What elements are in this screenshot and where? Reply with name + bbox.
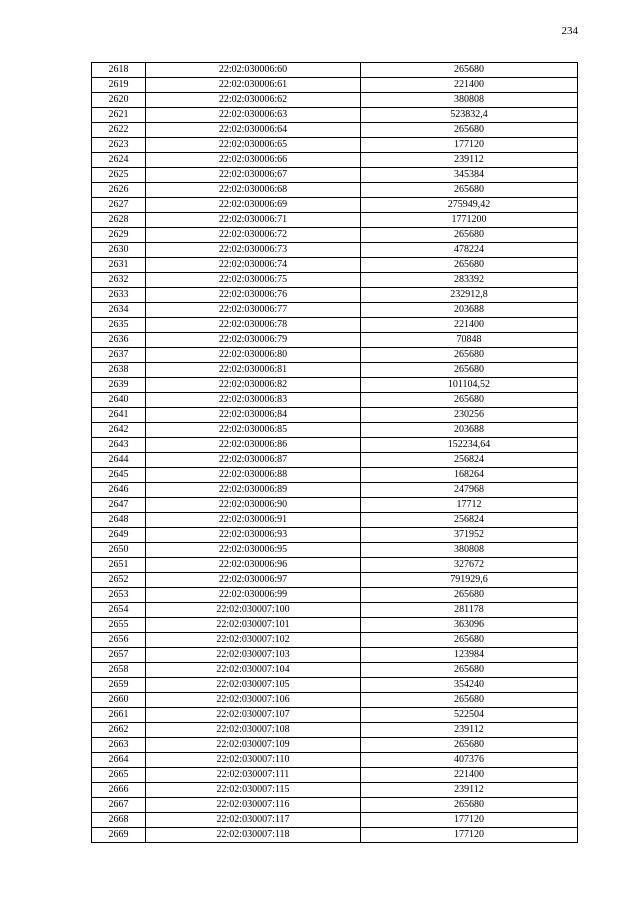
table-row bbox=[92, 678, 578, 693]
cadastral-number-cell: 22:02:030007:102 bbox=[146, 633, 361, 648]
cadastral-number-cell: 22:02:030006:73 bbox=[146, 243, 361, 258]
row-number-cell: 2642 bbox=[92, 423, 146, 438]
cadastral-number-cell: 22:02:030007:106 bbox=[146, 693, 361, 708]
table-row bbox=[92, 228, 578, 243]
table-row bbox=[92, 483, 578, 498]
table-row bbox=[92, 258, 578, 273]
table-row bbox=[92, 438, 578, 453]
row-number-cell: 2649 bbox=[92, 528, 146, 543]
value-cell: 327672 bbox=[361, 558, 578, 573]
row-number-cell: 2622 bbox=[92, 123, 146, 138]
cadastral-number-cell: 22:02:030006:93 bbox=[146, 528, 361, 543]
row-number-cell: 2633 bbox=[92, 288, 146, 303]
row-number-cell: 2619 bbox=[92, 78, 146, 93]
value-cell: 221400 bbox=[361, 78, 578, 93]
row-number-cell: 2664 bbox=[92, 753, 146, 768]
value-cell: 221400 bbox=[361, 768, 578, 783]
value-cell: 203688 bbox=[361, 423, 578, 438]
row-number-cell: 2634 bbox=[92, 303, 146, 318]
table-row bbox=[92, 63, 578, 78]
table-row bbox=[92, 93, 578, 108]
cadastral-number-cell: 22:02:030006:68 bbox=[146, 183, 361, 198]
table-row bbox=[92, 753, 578, 768]
table-row bbox=[92, 273, 578, 288]
cadastral-number-cell: 22:02:030006:71 bbox=[146, 213, 361, 228]
value-cell: 123984 bbox=[361, 648, 578, 663]
cadastral-number-cell: 22:02:030006:82 bbox=[146, 378, 361, 393]
table-row bbox=[92, 243, 578, 258]
row-number-cell: 2653 bbox=[92, 588, 146, 603]
row-number-cell: 2630 bbox=[92, 243, 146, 258]
value-cell: 230256 bbox=[361, 408, 578, 423]
table-row bbox=[92, 378, 578, 393]
value-cell: 265680 bbox=[361, 633, 578, 648]
row-number-cell: 2631 bbox=[92, 258, 146, 273]
value-cell: 522504 bbox=[361, 708, 578, 723]
table-row bbox=[92, 333, 578, 348]
table-row bbox=[92, 348, 578, 363]
value-cell: 70848 bbox=[361, 333, 578, 348]
value-cell: 101104,52 bbox=[361, 378, 578, 393]
cadastral-number-cell: 22:02:030006:86 bbox=[146, 438, 361, 453]
row-number-cell: 2637 bbox=[92, 348, 146, 363]
table-row bbox=[92, 573, 578, 588]
value-cell: 203688 bbox=[361, 303, 578, 318]
cadastral-number-cell: 22:02:030006:79 bbox=[146, 333, 361, 348]
value-cell: 380808 bbox=[361, 93, 578, 108]
table-row bbox=[92, 588, 578, 603]
page-number: 234 bbox=[561, 25, 578, 37]
value-cell: 265680 bbox=[361, 693, 578, 708]
row-number-cell: 2662 bbox=[92, 723, 146, 738]
cadastral-number-cell: 22:02:030006:90 bbox=[146, 498, 361, 513]
cadastral-number-cell: 22:02:030006:96 bbox=[146, 558, 361, 573]
row-number-cell: 2661 bbox=[92, 708, 146, 723]
cadastral-number-cell: 22:02:030007:108 bbox=[146, 723, 361, 738]
value-cell: 345384 bbox=[361, 168, 578, 183]
table-row bbox=[92, 183, 578, 198]
value-cell: 256824 bbox=[361, 513, 578, 528]
value-cell: 407376 bbox=[361, 753, 578, 768]
value-cell: 281178 bbox=[361, 603, 578, 618]
row-number-cell: 2652 bbox=[92, 573, 146, 588]
table-row bbox=[92, 108, 578, 123]
cadastral-number-cell: 22:02:030007:111 bbox=[146, 768, 361, 783]
cadastral-number-cell: 22:02:030007:101 bbox=[146, 618, 361, 633]
cadastral-number-cell: 22:02:030006:74 bbox=[146, 258, 361, 273]
value-cell: 265680 bbox=[361, 123, 578, 138]
table-row bbox=[92, 738, 578, 753]
table-row bbox=[92, 693, 578, 708]
cadastral-number-cell: 22:02:030006:87 bbox=[146, 453, 361, 468]
row-number-cell: 2660 bbox=[92, 693, 146, 708]
table-row bbox=[92, 498, 578, 513]
table-row bbox=[92, 513, 578, 528]
row-number-cell: 2618 bbox=[92, 63, 146, 78]
row-number-cell: 2650 bbox=[92, 543, 146, 558]
table-row bbox=[92, 708, 578, 723]
value-cell: 265680 bbox=[361, 663, 578, 678]
row-number-cell: 2629 bbox=[92, 228, 146, 243]
row-number-cell: 2627 bbox=[92, 198, 146, 213]
row-number-cell: 2638 bbox=[92, 363, 146, 378]
value-cell: 17712 bbox=[361, 498, 578, 513]
row-number-cell: 2641 bbox=[92, 408, 146, 423]
cadastral-number-cell: 22:02:030007:117 bbox=[146, 813, 361, 828]
value-cell: 265680 bbox=[361, 363, 578, 378]
table-row bbox=[92, 303, 578, 318]
value-cell: 177120 bbox=[361, 138, 578, 153]
cadastral-number-cell: 22:02:030006:66 bbox=[146, 153, 361, 168]
value-cell: 265680 bbox=[361, 63, 578, 78]
row-number-cell: 2620 bbox=[92, 93, 146, 108]
row-number-cell: 2656 bbox=[92, 633, 146, 648]
value-cell: 265680 bbox=[361, 588, 578, 603]
cadastral-number-cell: 22:02:030007:103 bbox=[146, 648, 361, 663]
value-cell: 239112 bbox=[361, 153, 578, 168]
value-cell: 265680 bbox=[361, 183, 578, 198]
table-row bbox=[92, 138, 578, 153]
table-row bbox=[92, 153, 578, 168]
cadastral-number-cell: 22:02:030006:69 bbox=[146, 198, 361, 213]
cadastral-number-cell: 22:02:030007:110 bbox=[146, 753, 361, 768]
table-row bbox=[92, 603, 578, 618]
cadastral-number-cell: 22:02:030006:61 bbox=[146, 78, 361, 93]
row-number-cell: 2643 bbox=[92, 438, 146, 453]
row-number-cell: 2646 bbox=[92, 483, 146, 498]
row-number-cell: 2621 bbox=[92, 108, 146, 123]
cadastral-number-cell: 22:02:030006:77 bbox=[146, 303, 361, 318]
cadastral-number-cell: 22:02:030007:115 bbox=[146, 783, 361, 798]
row-number-cell: 2655 bbox=[92, 618, 146, 633]
value-cell: 380808 bbox=[361, 543, 578, 558]
value-cell: 478224 bbox=[361, 243, 578, 258]
cadastral-number-cell: 22:02:030007:107 bbox=[146, 708, 361, 723]
table-row bbox=[92, 123, 578, 138]
value-cell: 177120 bbox=[361, 828, 578, 843]
table-row bbox=[92, 453, 578, 468]
table-row bbox=[92, 168, 578, 183]
row-number-cell: 2636 bbox=[92, 333, 146, 348]
table-row bbox=[92, 723, 578, 738]
table-row bbox=[92, 288, 578, 303]
table-row bbox=[92, 798, 578, 813]
value-cell: 363096 bbox=[361, 618, 578, 633]
cadastral-number-cell: 22:02:030007:104 bbox=[146, 663, 361, 678]
table-row bbox=[92, 363, 578, 378]
row-number-cell: 2657 bbox=[92, 648, 146, 663]
row-number-cell: 2659 bbox=[92, 678, 146, 693]
table-row bbox=[92, 318, 578, 333]
row-number-cell: 2632 bbox=[92, 273, 146, 288]
table-row bbox=[92, 543, 578, 558]
cadastral-number-cell: 22:02:030007:100 bbox=[146, 603, 361, 618]
cadastral-number-cell: 22:02:030006:89 bbox=[146, 483, 361, 498]
cadastral-number-cell: 22:02:030007:109 bbox=[146, 738, 361, 753]
row-number-cell: 2639 bbox=[92, 378, 146, 393]
cadastral-number-cell: 22:02:030006:78 bbox=[146, 318, 361, 333]
row-number-cell: 2651 bbox=[92, 558, 146, 573]
value-cell: 239112 bbox=[361, 723, 578, 738]
value-cell: 168264 bbox=[361, 468, 578, 483]
cadastral-number-cell: 22:02:030006:67 bbox=[146, 168, 361, 183]
table-row bbox=[92, 558, 578, 573]
table-row bbox=[92, 213, 578, 228]
table-row bbox=[92, 813, 578, 828]
cadastral-number-cell: 22:02:030007:118 bbox=[146, 828, 361, 843]
row-number-cell: 2623 bbox=[92, 138, 146, 153]
cadastral-number-cell: 22:02:030006:91 bbox=[146, 513, 361, 528]
value-cell: 371952 bbox=[361, 528, 578, 543]
row-number-cell: 2668 bbox=[92, 813, 146, 828]
value-cell: 221400 bbox=[361, 318, 578, 333]
cadastral-number-cell: 22:02:030006:85 bbox=[146, 423, 361, 438]
table-row bbox=[92, 78, 578, 93]
cadastral-number-cell: 22:02:030007:116 bbox=[146, 798, 361, 813]
value-cell: 265680 bbox=[361, 393, 578, 408]
row-number-cell: 2667 bbox=[92, 798, 146, 813]
table-row bbox=[92, 648, 578, 663]
cadastral-number-cell: 22:02:030006:80 bbox=[146, 348, 361, 363]
row-number-cell: 2625 bbox=[92, 168, 146, 183]
row-number-cell: 2647 bbox=[92, 498, 146, 513]
value-cell: 152234,64 bbox=[361, 438, 578, 453]
row-number-cell: 2658 bbox=[92, 663, 146, 678]
row-number-cell: 2626 bbox=[92, 183, 146, 198]
cadastral-number-cell: 22:02:030006:76 bbox=[146, 288, 361, 303]
table-body bbox=[92, 63, 578, 843]
row-number-cell: 2663 bbox=[92, 738, 146, 753]
row-number-cell: 2654 bbox=[92, 603, 146, 618]
table-row bbox=[92, 393, 578, 408]
cadastral-number-cell: 22:02:030006:84 bbox=[146, 408, 361, 423]
value-cell: 232912,8 bbox=[361, 288, 578, 303]
value-cell: 283392 bbox=[361, 273, 578, 288]
table-row bbox=[92, 408, 578, 423]
cadastral-number-cell: 22:02:030006:62 bbox=[146, 93, 361, 108]
value-cell: 791929,6 bbox=[361, 573, 578, 588]
value-cell: 247968 bbox=[361, 483, 578, 498]
row-number-cell: 2645 bbox=[92, 468, 146, 483]
table-row bbox=[92, 783, 578, 798]
value-cell: 256824 bbox=[361, 453, 578, 468]
table-row bbox=[92, 663, 578, 678]
cadastral-number-cell: 22:02:030006:88 bbox=[146, 468, 361, 483]
table-row bbox=[92, 468, 578, 483]
value-cell: 265680 bbox=[361, 258, 578, 273]
row-number-cell: 2665 bbox=[92, 768, 146, 783]
value-cell: 275949,42 bbox=[361, 198, 578, 213]
value-cell: 265680 bbox=[361, 348, 578, 363]
value-cell: 265680 bbox=[361, 738, 578, 753]
row-number-cell: 2666 bbox=[92, 783, 146, 798]
value-cell: 523832,4 bbox=[361, 108, 578, 123]
table-row bbox=[92, 423, 578, 438]
cadastral-number-cell: 22:02:030006:75 bbox=[146, 273, 361, 288]
cadastral-number-cell: 22:02:030006:97 bbox=[146, 573, 361, 588]
table-row bbox=[92, 528, 578, 543]
cadastral-number-cell: 22:02:030006:63 bbox=[146, 108, 361, 123]
table-row bbox=[92, 828, 578, 843]
value-cell: 1771200 bbox=[361, 213, 578, 228]
row-number-cell: 2624 bbox=[92, 153, 146, 168]
cadastral-number-cell: 22:02:030006:64 bbox=[146, 123, 361, 138]
cadastral-number-cell: 22:02:030006:99 bbox=[146, 588, 361, 603]
cadastral-number-cell: 22:02:030006:65 bbox=[146, 138, 361, 153]
cadastral-number-cell: 22:02:030007:105 bbox=[146, 678, 361, 693]
table-row bbox=[92, 768, 578, 783]
table-row bbox=[92, 618, 578, 633]
row-number-cell: 2628 bbox=[92, 213, 146, 228]
cadastral-value-table bbox=[91, 62, 578, 843]
cadastral-number-cell: 22:02:030006:72 bbox=[146, 228, 361, 243]
row-number-cell: 2648 bbox=[92, 513, 146, 528]
table-row bbox=[92, 633, 578, 648]
table-row bbox=[92, 198, 578, 213]
value-cell: 265680 bbox=[361, 798, 578, 813]
value-cell: 239112 bbox=[361, 783, 578, 798]
row-number-cell: 2669 bbox=[92, 828, 146, 843]
value-cell: 265680 bbox=[361, 228, 578, 243]
cadastral-number-cell: 22:02:030006:81 bbox=[146, 363, 361, 378]
value-cell: 177120 bbox=[361, 813, 578, 828]
row-number-cell: 2635 bbox=[92, 318, 146, 333]
cadastral-number-cell: 22:02:030006:60 bbox=[146, 63, 361, 78]
cadastral-number-cell: 22:02:030006:83 bbox=[146, 393, 361, 408]
row-number-cell: 2640 bbox=[92, 393, 146, 408]
row-number-cell: 2644 bbox=[92, 453, 146, 468]
value-cell: 354240 bbox=[361, 678, 578, 693]
cadastral-number-cell: 22:02:030006:95 bbox=[146, 543, 361, 558]
